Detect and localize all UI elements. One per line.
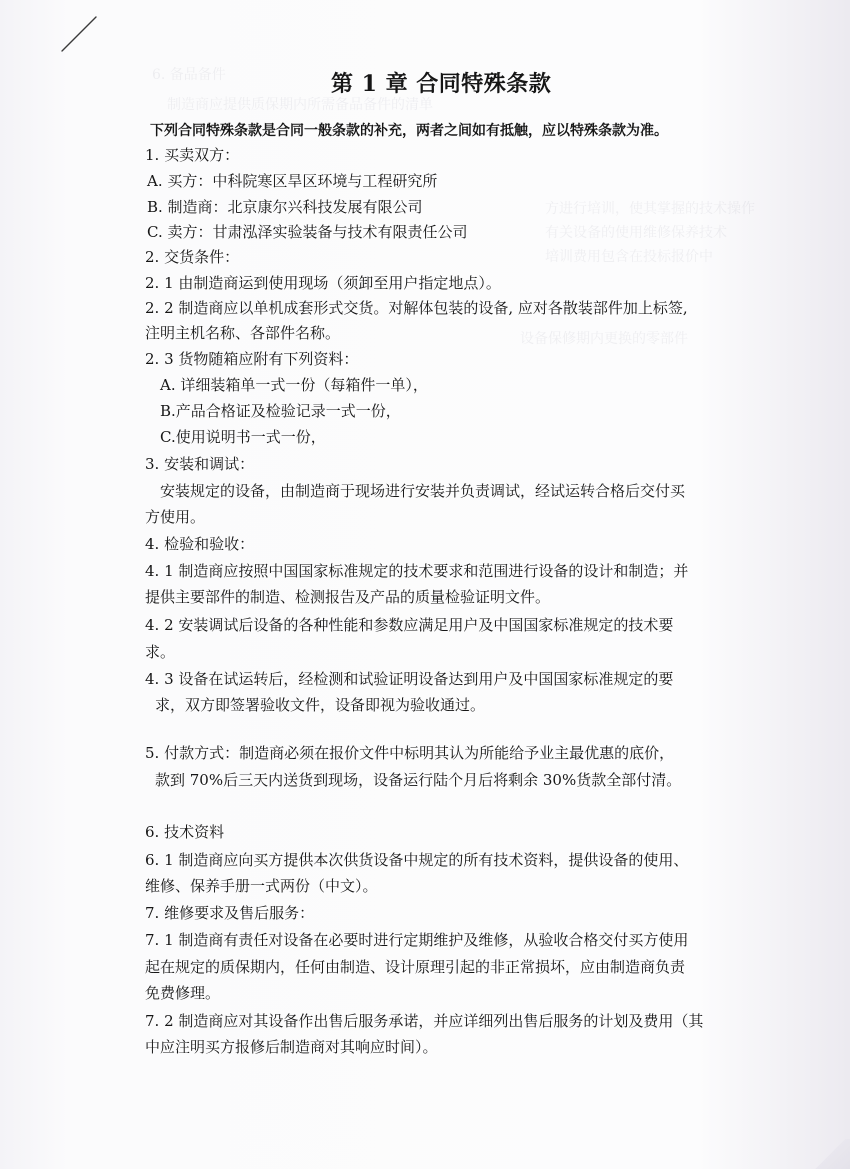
clause-text: 款到 70%后三天内送货到现场，设备运行陆个月后将剩余 30%货款全部付清。 (155, 771, 682, 789)
clause-text: 7. 1 制造商有责任对设备在必要时进行定期维护及维修，从验收合格交付买方使用 (145, 931, 689, 949)
list-item: B. 制造商：北京康尔兴科技发展有限公司 (147, 198, 423, 216)
section-heading: 4. 检验和验收： (145, 535, 255, 553)
clause-text: 起在规定的质保期内，任何由制造、设计原理引起的非正常损坏，应由制造商负责 (145, 958, 686, 976)
clause-text: 中应注明买方报修后制造商对其响应时间）。 (145, 1038, 438, 1056)
clause-text: 4. 3 设备在试运转后，经检测和试验证明设备达到用户及中国国家标准规定的要 (145, 670, 674, 688)
list-item: A. 买方：中科院寒区旱区环境与工程研究所 (147, 172, 438, 190)
section-heading: 2. 交货条件： (145, 248, 240, 266)
bleed-through-text: 制造商应提供质保期内所需备品备件的清单 (167, 97, 433, 113)
list-item: C. 卖方：甘肃泓泽实验装备与技术有限责任公司 (147, 223, 468, 241)
clause-text: 免费修理。 (145, 984, 221, 1002)
clause-text: 提供主要部件的制造、检测报告及产品的质量检验证明文件。 (145, 588, 551, 606)
clause-text: 2. 2 制造商应以单机成套形式交货。对解体包装的设备, 应对各散装部件加上标签, (145, 299, 688, 317)
clause-text: 注明主机名称、各部件名称。 (145, 324, 341, 342)
bleed-through-text: 有关设备的使用维修保养技术 (545, 225, 727, 241)
bleed-through-text: 方进行培训，使其掌握的技术操作 (545, 201, 755, 217)
clause-text: 5. 付款方式：制造商必须在报价文件中标明其认为所能给予业主最优惠的底价， (145, 744, 675, 762)
bleed-through-text: 培训费用包含在投标报价中 (545, 249, 713, 265)
clause-text: 6. 1 制造商应向买方提供本次供货设备中规定的所有技术资料，提供设备的使用、 (145, 851, 689, 869)
intro-text: 下列合同特殊条款是合同一般条款的补充，两者之间如有抵触，应以特殊条款为准。 (150, 123, 668, 139)
page-title: 第 1 章 合同特殊条款 (331, 71, 552, 97)
bleed-through-text: 6. 备品备件 (152, 67, 226, 83)
section-heading: 1. 买卖双方： (145, 146, 240, 164)
clause-text: 求。 (145, 643, 176, 661)
pen-stroke-mark (60, 15, 98, 53)
clause-text: 2. 1 由制造商运到使用现场（须卸至用户指定地点）。 (145, 274, 501, 292)
list-item: B.产品合格证及检验记录一式一份， (160, 402, 401, 420)
clause-text: 7. 2 制造商应对其设备作出售后服务承诺，并应详细列出售后服务的计划及费用（其 (145, 1012, 704, 1030)
clause-text: 方使用。 (145, 508, 206, 526)
bleed-through-text: 设备保修期内更换的零部件 (520, 331, 688, 347)
clause-text: 4. 2 安装调试后设备的各种性能和参数应满足用户及中国国家标准规定的技术要 (145, 616, 674, 634)
clause-text: 2. 3 货物随箱应附有下列资料： (145, 350, 359, 368)
page-corner-shadow (802, 1139, 850, 1169)
section-heading: 6. 技术资料 (145, 823, 225, 841)
section-heading: 3. 安装和调试： (145, 455, 255, 473)
clause-text: 安装规定的设备，由制造商于现场进行安装并负责调试，经试运转合格后交付买 (160, 482, 686, 500)
clause-text: 4. 1 制造商应按照中国国家标准规定的技术要求和范围进行设备的设计和制造；并 (145, 562, 689, 580)
section-heading: 7. 维修要求及售后服务： (145, 904, 315, 922)
list-item: C.使用说明书一式一份， (160, 428, 326, 446)
list-item: A. 详细装箱单一式一份（每箱件一单）， (160, 376, 428, 394)
clause-text: 维修、保养手册一式两份（中文）。 (145, 877, 378, 895)
clause-text: 求，双方即签署验收文件，设备即视为验收通过。 (155, 696, 486, 714)
